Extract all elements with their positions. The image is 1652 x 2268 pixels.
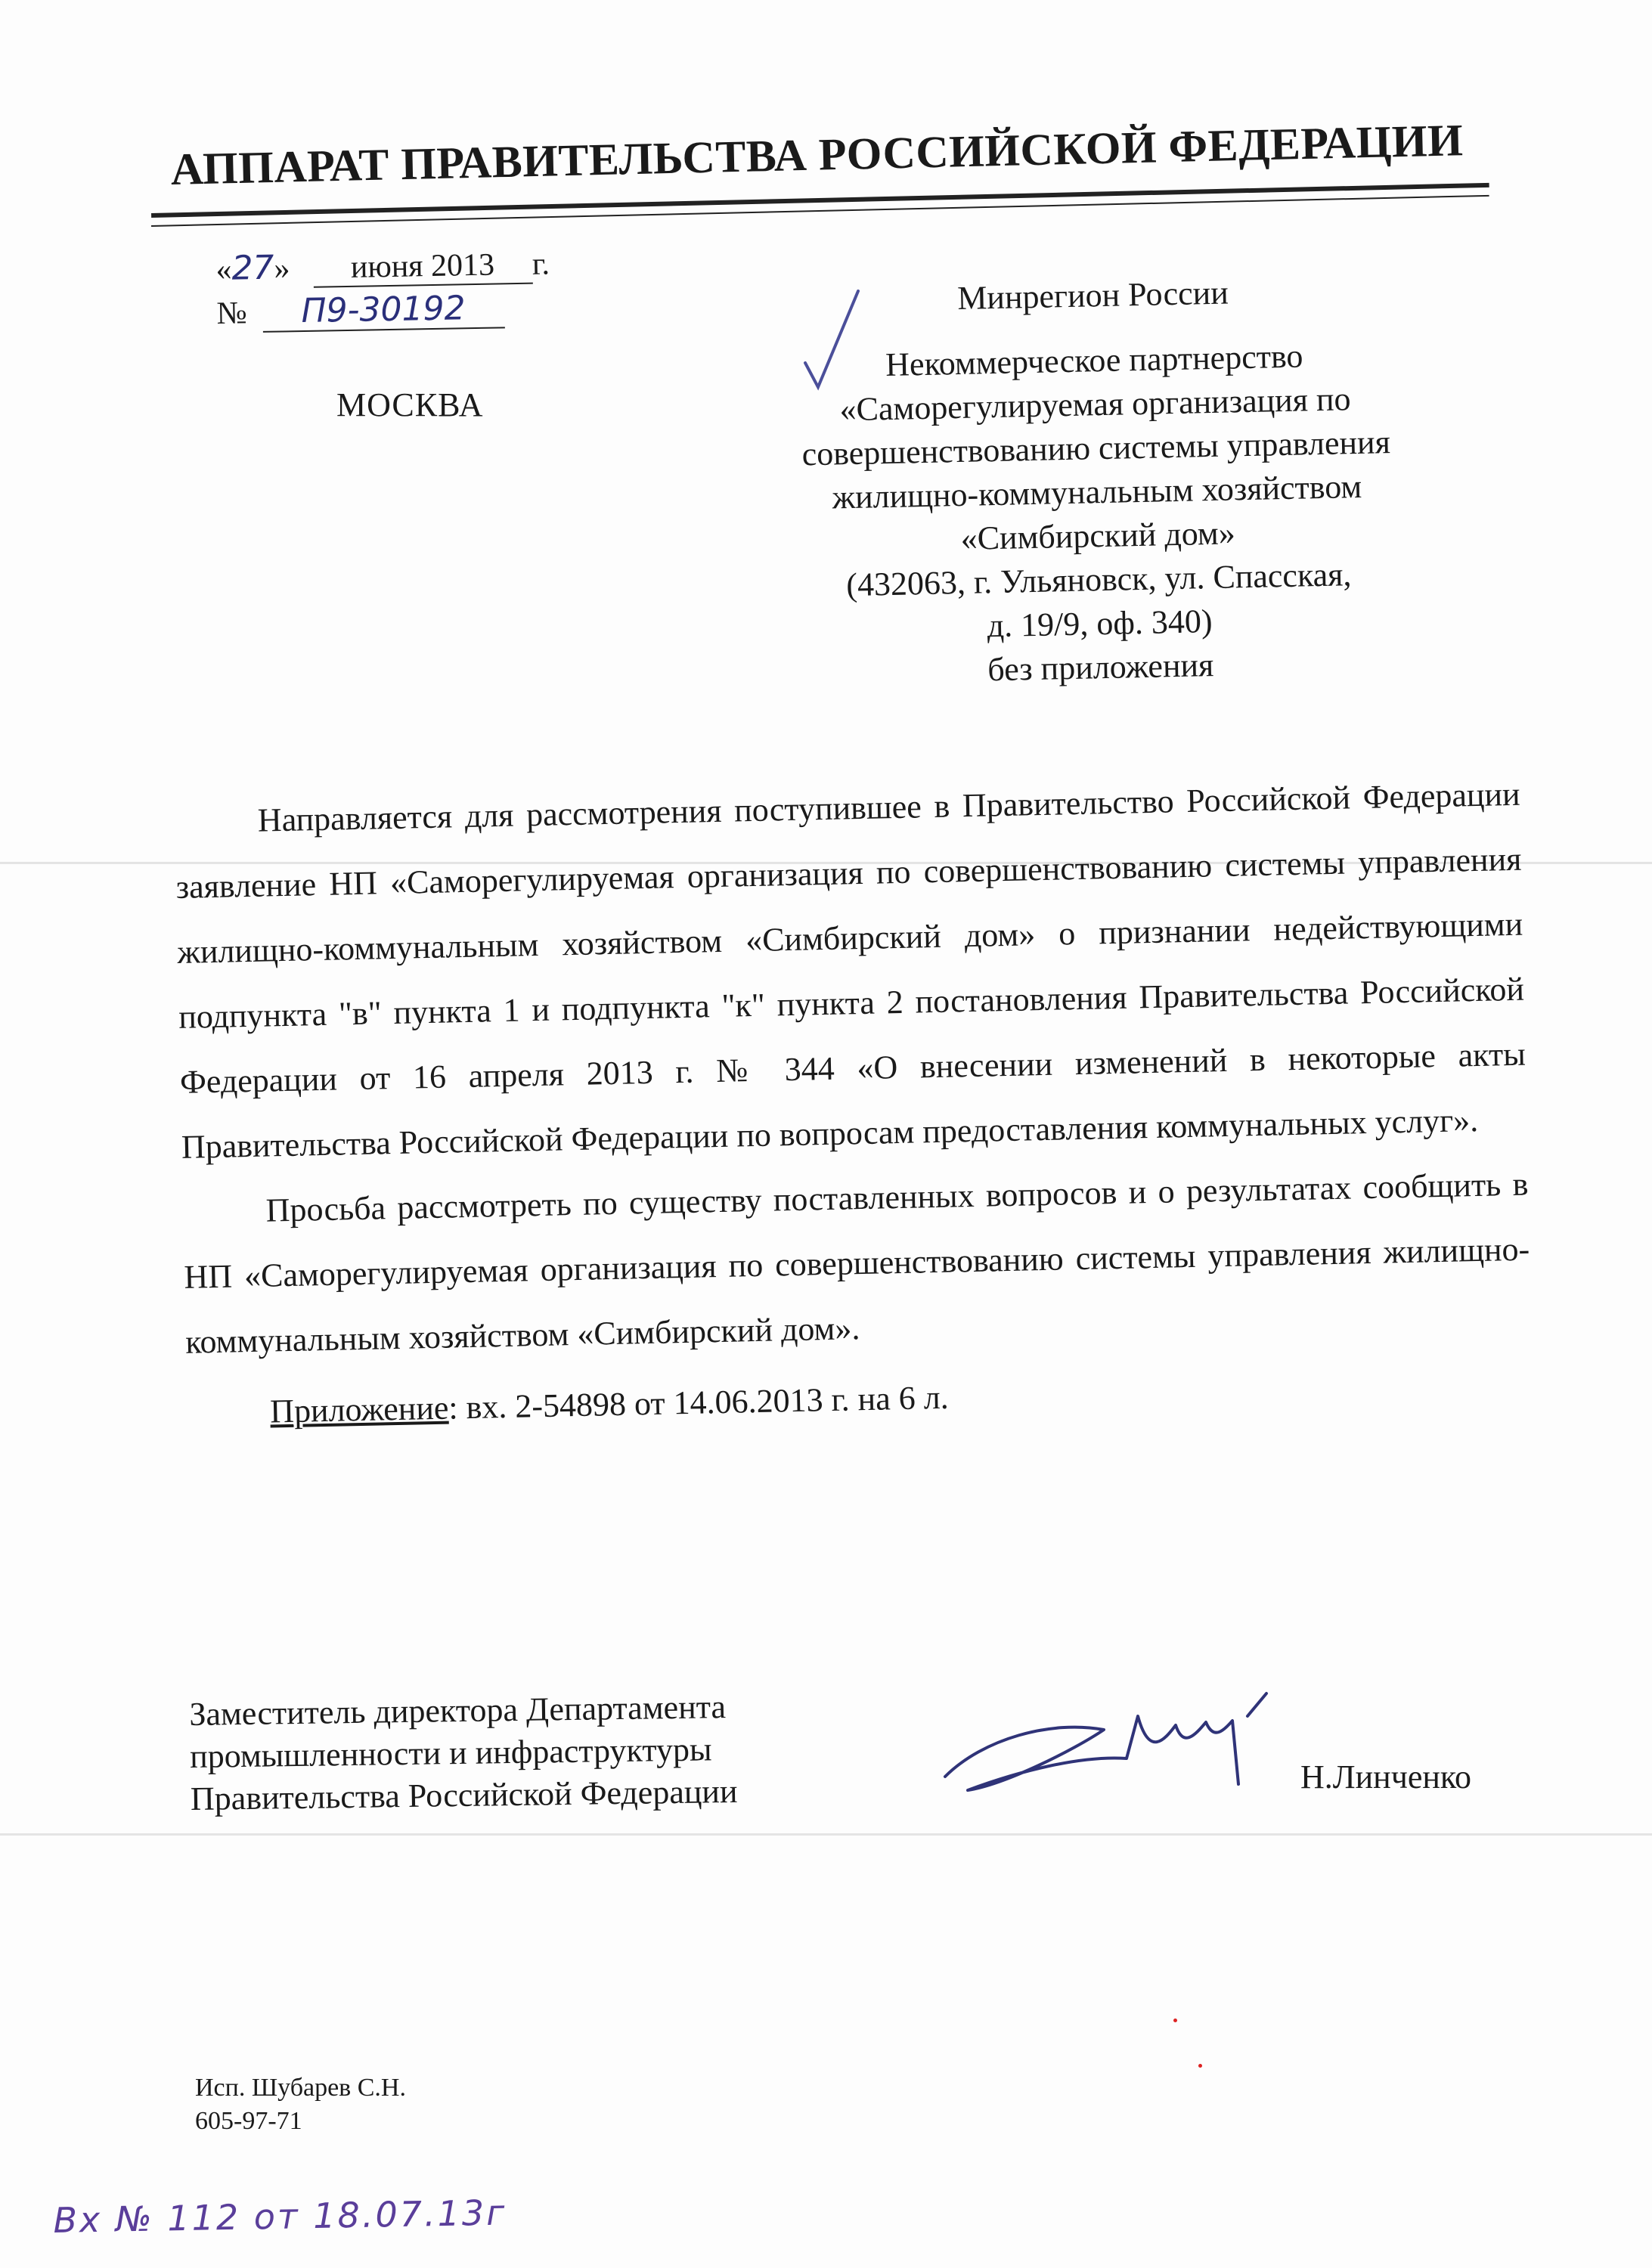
- body-paragraph-2: Просьба рассмотреть по существу поставленных вопросов и о результатах сообщить в НП «Саморегулируемая организация по совершенствованию системы управления жилищно-коммунальным хозяйством «Симбирский дом».: [183, 1165, 1530, 1361]
- attachment-label: Приложение: [269, 1389, 449, 1430]
- addressee-line: Минрегион России: [956, 274, 1229, 318]
- city: МОСКВА: [336, 386, 484, 423]
- fold-line: [0, 1833, 1652, 1836]
- date-number-block: [215, 243, 550, 337]
- signer-position-line: Заместитель директора Департамента: [189, 1688, 727, 1733]
- ink-speck: [1173, 2019, 1177, 2022]
- addressee-line: жилищно-коммунальным хозяйством: [832, 467, 1362, 516]
- body-paragraph-1: Направляется для рассмотрения поступившее в Правительство Российской Федерации заявление НП «Саморегулируемая организация по совершенствованию системы управления жилищно-коммунальным хозяйством «Симбирский дом» о признании недействующими подпункта "в" пункта 1 и подпункта "к" пункта 2 постановления Правительства Российской Федерации от 16 апреля 2013 г. № 344 «О внесении изменений в некоторые акты Правительства Российской Федерации по вопросам предоставления коммунальных услуг».: [175, 775, 1526, 1166]
- attachment-text: : вх. 2-54898 от 14.06.2013 г. на 6 л.: [448, 1378, 950, 1427]
- date-suffix: г.: [532, 246, 550, 282]
- signer-name: Н.Линченко: [1300, 1758, 1472, 1796]
- document-number: П9-30192: [262, 288, 505, 333]
- date-line: [215, 243, 550, 293]
- addressee-line: (432063, г. Ульяновск, ул. Спасская,: [845, 556, 1352, 604]
- number-line: [216, 287, 550, 337]
- number-label: №: [216, 296, 247, 331]
- addressee-line: «Симбирский дом»: [960, 514, 1236, 557]
- executor-block: [195, 2071, 406, 2138]
- date-month-year: июня 2013: [313, 246, 533, 288]
- date-close-quote: »: [274, 251, 290, 287]
- executor-name: Исп. Шубарев С.Н.: [195, 2074, 406, 2102]
- signer-position: [189, 1686, 738, 1820]
- date-open-quote: «: [215, 252, 232, 287]
- signer-position-line: промышленности и инфраструктуры: [189, 1730, 712, 1775]
- handwritten-incoming-note: Вх № 112 от 18.07.13г: [53, 2192, 507, 2241]
- addressee-line: «Саморегулируемая организация по: [839, 380, 1351, 429]
- handwritten-signature: [922, 1686, 1278, 1814]
- addressee-block: [741, 267, 1452, 697]
- date-day: 27: [231, 248, 274, 288]
- ink-speck: [1198, 2064, 1202, 2068]
- signer-position-line: Правительства Российской Федерации: [190, 1772, 738, 1817]
- addressee-line: д. 19/9, оф. 340): [987, 603, 1213, 645]
- addressee-line: совершенствованию системы управления: [801, 423, 1391, 473]
- organization-header: АППАРАТ ПРАВИТЕЛЬСТВА РОССИЙСКОЙ ФЕДЕРАЦИИ: [170, 115, 1464, 194]
- addressee-line: без приложения: [987, 646, 1214, 689]
- addressee-line: Некоммерческое партнерство: [885, 337, 1303, 384]
- executor-phone: 605-97-71: [195, 2107, 302, 2135]
- letter-body: [174, 762, 1533, 1446]
